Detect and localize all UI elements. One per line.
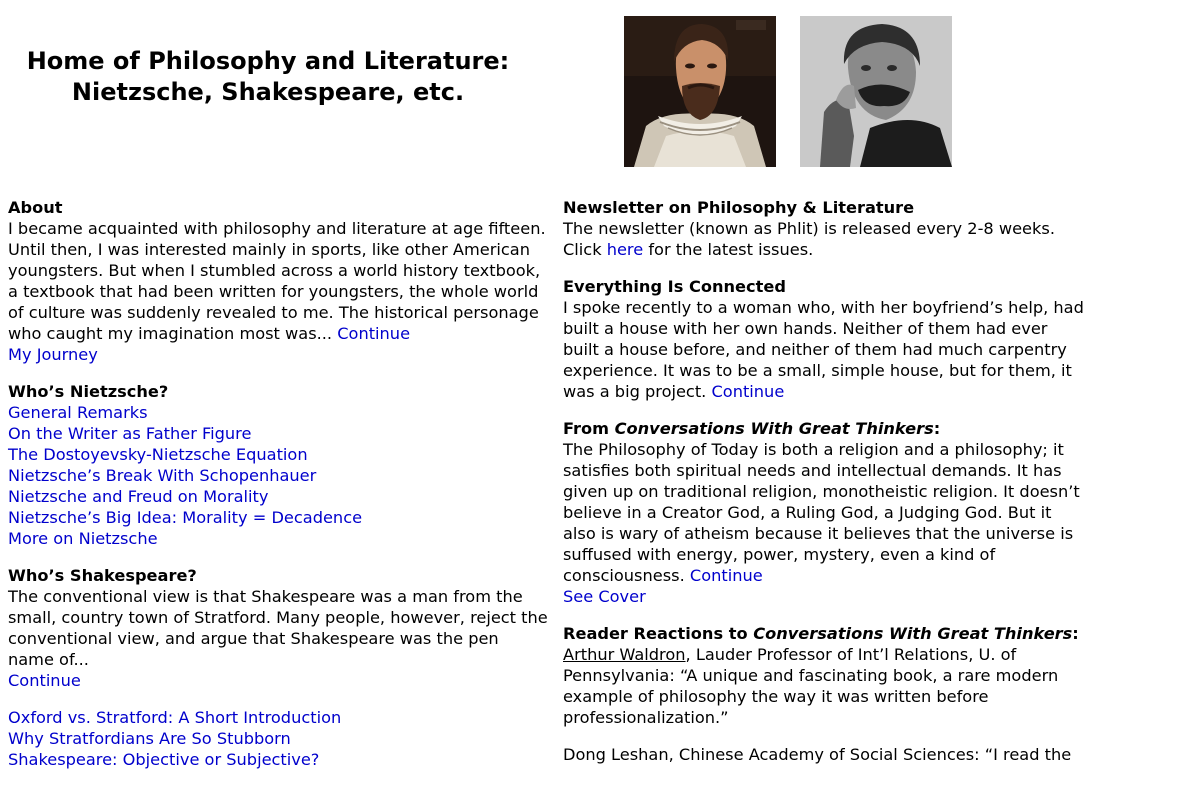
newsletter-section <box>563 197 1085 260</box>
nietzsche-link-general-remarks[interactable]: General Remarks <box>8 403 148 422</box>
shakespeare-link-stratfordians-stubborn[interactable]: Why Stratfordians Are So Stubborn <box>8 729 291 748</box>
about-text <box>8 218 548 344</box>
shakespeare-portrait-drawing <box>624 16 776 167</box>
reactions-section <box>563 623 1085 765</box>
reactions-heading <box>563 623 1085 644</box>
see-cover-link[interactable]: See Cover <box>563 587 646 606</box>
newsletter-text <box>563 218 1085 260</box>
shakespeare-portrait-image <box>624 16 776 167</box>
site-title-line1: Home of Philosophy and Literature: <box>26 47 510 75</box>
shakespeare-link-list <box>8 707 548 770</box>
nietzsche-link-list <box>8 402 548 549</box>
about-section <box>8 197 548 365</box>
nietzsche-link-dostoyevsky-equation[interactable]: The Dostoyevsky-Nietzsche Equation <box>8 445 308 464</box>
nietzsche-link-break-schopenhauer[interactable]: Nietzsche’s Break With Schopenhauer <box>8 466 317 485</box>
nietzsche-portrait-image <box>800 16 952 167</box>
conversations-heading-prefix: From <box>563 419 615 438</box>
shakespeare-continue-link[interactable]: Continue <box>8 671 81 690</box>
about-text-body: I became acquainted with philosophy and literature at age fifteen. Until then, I was interested mainly in sports, like other American youngsters. But when I stumbled across a world history textbook, a textbook that had been written for youngsters, the whole world of culture was suddenly revealed to me. The historical personage who caught my imagination most was... <box>8 219 546 343</box>
reactions-heading-prefix: Reader Reactions to <box>563 624 754 643</box>
conversations-section <box>563 418 1085 607</box>
reaction-dong <box>563 744 1085 765</box>
newsletter-here-link[interactable]: here <box>606 240 644 259</box>
conversations-text <box>563 439 1085 586</box>
connected-section <box>563 276 1085 402</box>
reactions-heading-suffix: : <box>1072 624 1079 643</box>
reaction-dong-text: Dong Leshan, Chinese Academy of Social Sciences: “I read the <box>563 745 1072 764</box>
reaction-waldron-name-link[interactable]: Arthur Waldron <box>563 645 686 664</box>
about-heading: About <box>8 198 63 217</box>
shakespeare-link-oxford-stratford[interactable]: Oxford vs. Stratford: A Short Introduction <box>8 708 342 727</box>
nietzsche-link-more[interactable]: More on Nietzsche <box>8 529 158 548</box>
newsletter-text-before: The newsletter (known as Phlit) is released every 2-8 weeks. Click <box>563 219 1055 259</box>
right-column <box>563 197 1085 781</box>
connected-text-body: I spoke recently to a woman who, with her boyfriend’s help, had built a house with her own hands. Neither of them had ever built a house before, and neither of them had much carpentry experience. It was to be a small, simple house, but for them, it was a big project. <box>563 298 1084 401</box>
about-continue-link[interactable]: Continue <box>337 324 411 343</box>
shakespeare-heading: Who’s Shakespeare? <box>8 566 197 585</box>
connected-heading: Everything Is Connected <box>563 277 786 296</box>
reaction-waldron <box>563 644 1085 728</box>
nietzsche-link-freud-morality[interactable]: Nietzsche and Freud on Morality <box>8 487 269 506</box>
shakespeare-link-objective-subjective[interactable]: Shakespeare: Objective or Subjective? <box>8 750 320 769</box>
my-journey-link[interactable]: My Journey <box>8 345 98 364</box>
conversations-continue-link[interactable]: Continue <box>689 566 763 585</box>
reactions-heading-book: Conversations With Great Thinkers <box>753 624 1073 643</box>
reaction-waldron-text: , Lauder Professor of Int’l Relations, U. of Pennsylvania: “A unique and fascinating book, a rare modern example of philosophy the way it was written before professionalization.” <box>563 645 1059 727</box>
nietzsche-portrait-drawing <box>800 16 952 167</box>
newsletter-text-after: for the latest issues. <box>643 240 814 259</box>
site-title <box>10 46 526 108</box>
shakespeare-section <box>8 565 548 691</box>
conversations-heading-book: Conversations With Great Thinkers <box>614 419 934 438</box>
nietzsche-section <box>8 381 548 549</box>
nietzsche-heading: Who’s Nietzsche? <box>8 382 169 401</box>
conversations-heading-suffix: : <box>933 419 941 438</box>
shakespeare-links-section <box>8 707 548 770</box>
site-title-line2: Nietzsche, Shakespeare, etc. <box>71 78 465 106</box>
shakespeare-text-body: The conventional view is that Shakespeare was a man from the small, country town of Stratford. Many people, however, reject the conventional view, and argue that Shakespeare was the pen name of... <box>8 587 548 669</box>
newsletter-heading: Newsletter on Philosophy & Literature <box>563 198 915 217</box>
connected-text <box>563 297 1085 402</box>
conversations-heading <box>563 418 1085 439</box>
conversations-text-body: The Philosophy of Today is both a religion and a philosophy; it satisfies both spiritual needs and intellectual demands. It has given up on traditional religion, monotheistic religion. It doesn’t believe in a Creator God, a Ruling God, a Judging God. But it also is wary of atheism because it believes that the universe is suffused with energy, power, mystery, even a kind of consciousness. <box>563 440 1080 585</box>
nietzsche-link-writer-father-figure[interactable]: On the Writer as Father Figure <box>8 424 252 443</box>
nietzsche-link-big-idea[interactable]: Nietzsche’s Big Idea: Morality = Decadence <box>8 508 363 527</box>
connected-continue-link[interactable]: Continue <box>711 382 785 401</box>
shakespeare-text <box>8 586 548 670</box>
left-column <box>8 197 548 786</box>
